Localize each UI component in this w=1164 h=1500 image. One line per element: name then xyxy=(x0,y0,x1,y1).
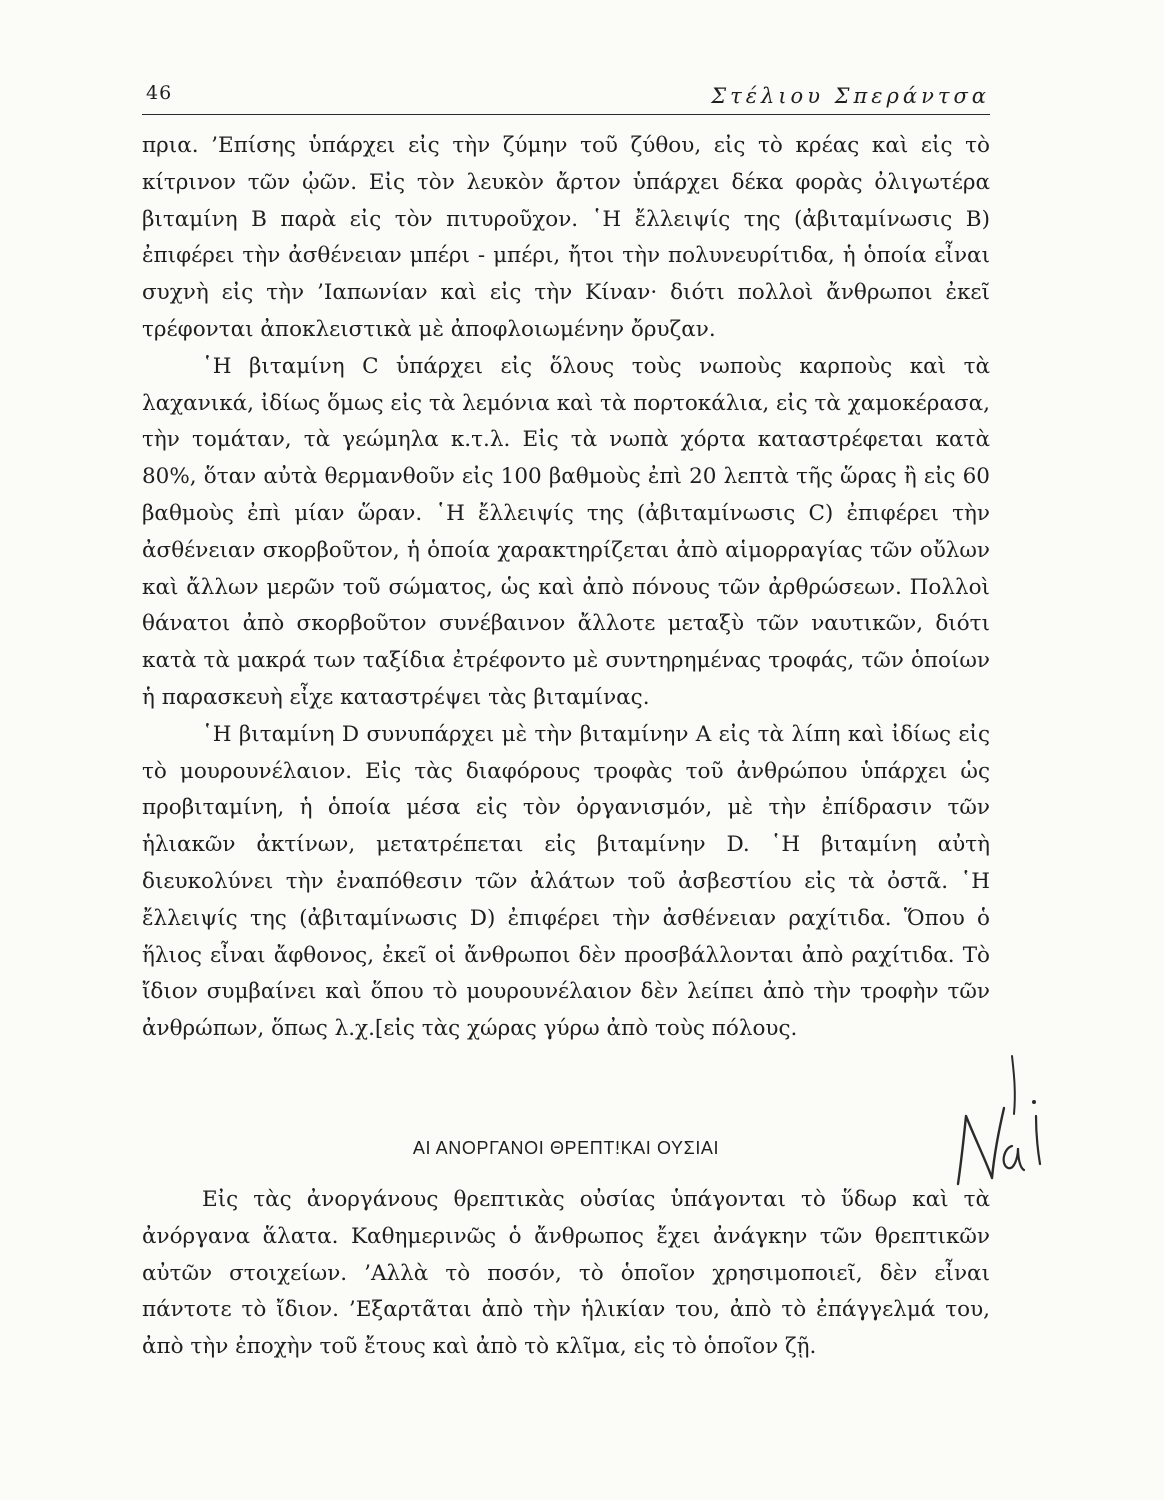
section-heading: ΑΙ ΑΝΟΡΓΑΝΟΙ ΘΡΕΠΤ!ΚΑΙ ΟΥΣΙΑΙ xyxy=(412,1138,720,1158)
body-text xyxy=(142,128,990,1048)
page-number: 46 xyxy=(146,82,173,104)
page-header xyxy=(142,80,990,115)
paragraph-vitamin-b: πρια. ’Επίσης ὑπάρχει εἰς τὴν ζύμην τοῦ ζύθου, εἰς τὸ κρέας καὶ εἰς τὸ κίτρινον τῶν ᾠῶν. Εἰς τὸν λευκὸν ἄρτον ὑπάρχει δέκα φορὰς ὀλιγωτέρα βιταμίνη Β παρὰ εἰς τὸν πιτυροῦχον. ῾Η ἔλλειψίς της (ἀβιταμίνωσις Β) ἐπιφέρει τὴν ἀσθένειαν μπέρι - μπέρι, ἤτοι τὴν πολυνευρίτιδα, ἡ ὁποία εἶναι συχνὴ εἰς τὴν ’Ιαπωνίαν καὶ εἰς τὴν Κίναν· διότι πολλοὶ ἄνθρωποι ἐκεῖ τρέφονται ἀποκλειστικὰ μὲ ἀποφλοιωμένην ὄρυζαν. xyxy=(142,133,990,342)
section-body xyxy=(142,1182,990,1366)
paragraph-vitamin-d: ῾Η βιταμίνη D συνυπάρχει μὲ τὴν βιταμίνην Α εἰς τὰ λίπη καὶ ἰδίως εἰς τὸ μουρουνέλαιον. Εἰς τὰς διαφόρους τροφὰς τοῦ ἀνθρώπου ὑπάρχει ὡς προβιταμίνη, ἡ ὁποία μέσα εἰς τὸν ὀργανισμόν, μὲ τὴν ἐπίδρασιν τῶν ἡλιακῶν ἀκτίνων, μετατρέπεται εἰς βιταμίνην D. ῾Η βιταμίνη αὐτὴ διευκολύνει τὴν ἐναπόθεσιν τῶν ἀλάτων τοῦ ἀσβεστίου εἰς τὰ ὀστᾶ. ῾Η ἔλλειψίς της (ἀβιταμίνωσις D) ἐπιφέρει τὴν ἀσθένειαν ραχίτιδα. Ὅπου ὁ ἥλιος εἶναι ἄφθονος, ἐκεῖ οἱ ἄνθρωποι δὲν προσβάλλονται ἀπὸ ραχίτιδα. Τὸ ἴδιον συμβαίνει καὶ ὅπου τὸ μουρουνέλαιον δὲν λείπει ἀπὸ τὴν τροφὴν τῶν ἀνθρώπων, ὅπως λ.χ.[εἰς τὰς χώρας γύρω ἀπὸ τοὺς πόλους. xyxy=(142,721,990,1042)
paragraph-vitamin-c: ῾Η βιταμίνη C ὑπάρχει εἰς ὅλους τοὺς νωποὺς καρποὺς καὶ τὰ λαχανικά, ἰδίως ὅμως εἰς τὰ λεμόνια καὶ τὰ πορτοκάλια, εἰς τὰ χαμοκέρασα, τὴν τομάταν, τὰ γεώμηλα κ.τ.λ. Εἰς τὰ νωπὰ χόρτα καταστρέφεται κατὰ 80%, ὅταν αὐτὰ θερμανθοῦν εἰς 100 βαθμοὺς ἐπὶ 20 λεπτὰ τῆς ὥρας ἢ εἰς 60 βαθμοὺς ἐπὶ μίαν ὥραν. ῾Η ἔλλειψίς της (ἀβιταμίνωσις C) ἐπιφέρει τὴν ἀσθένειαν σκορβοῦτον, ἡ ὁποία χαρακτηρίζεται ἀπὸ αἱμορραγίας τῶν οὔλων καὶ ἄλλων μερῶν τοῦ σώματος, ὡς καὶ ἀπὸ πόνους τῶν ἀρθρώσεων. Πολλοὶ θάνατοι ἀπὸ σκορβοῦτον συνέβαινον ἄλλοτε μεταξὺ τῶν ναυτικῶν, διότι κατὰ τὰ μακρά των ταξίδια ἐτρέφοντο μὲ συντηρημένας τροφάς, τῶν ὁποίων ἡ παρασκευὴ εἶχε καταστρέψει τὰς βιταμίνας. xyxy=(142,353,990,710)
handwritten-note-graphic xyxy=(952,1086,1048,1196)
paragraph-inorganic: Εἰς τὰς ἀνοργάνους θρεπτικὰς οὐσίας ὑπάγονται τὸ ὕδωρ καὶ τὰ ἀνόργανα ἅλατα. Καθημερινῶς ὁ ἄνθρωπος ἔχει ἀνάγκην τῶν θρεπτικῶν αὐτῶν στοιχείων. ’Αλλὰ τὸ ποσόν, τὸ ὁποῖον χρησιμοποιεῖ, δὲν εἶναι πάντοτε τὸ ἴδιον. ’Εξαρτᾶται ἀπὸ τὴν ἡλικίαν του, ἀπὸ τὸ ἐπάγγελμά του, ἀπὸ τὴν ἐποχὴν τοῦ ἔτους καὶ ἀπὸ τὸ κλῖμα, εἰς τὸ ὁποῖον ζῇ. xyxy=(142,1187,990,1360)
running-head: Στέλιου Σπεράντσα xyxy=(711,84,990,108)
